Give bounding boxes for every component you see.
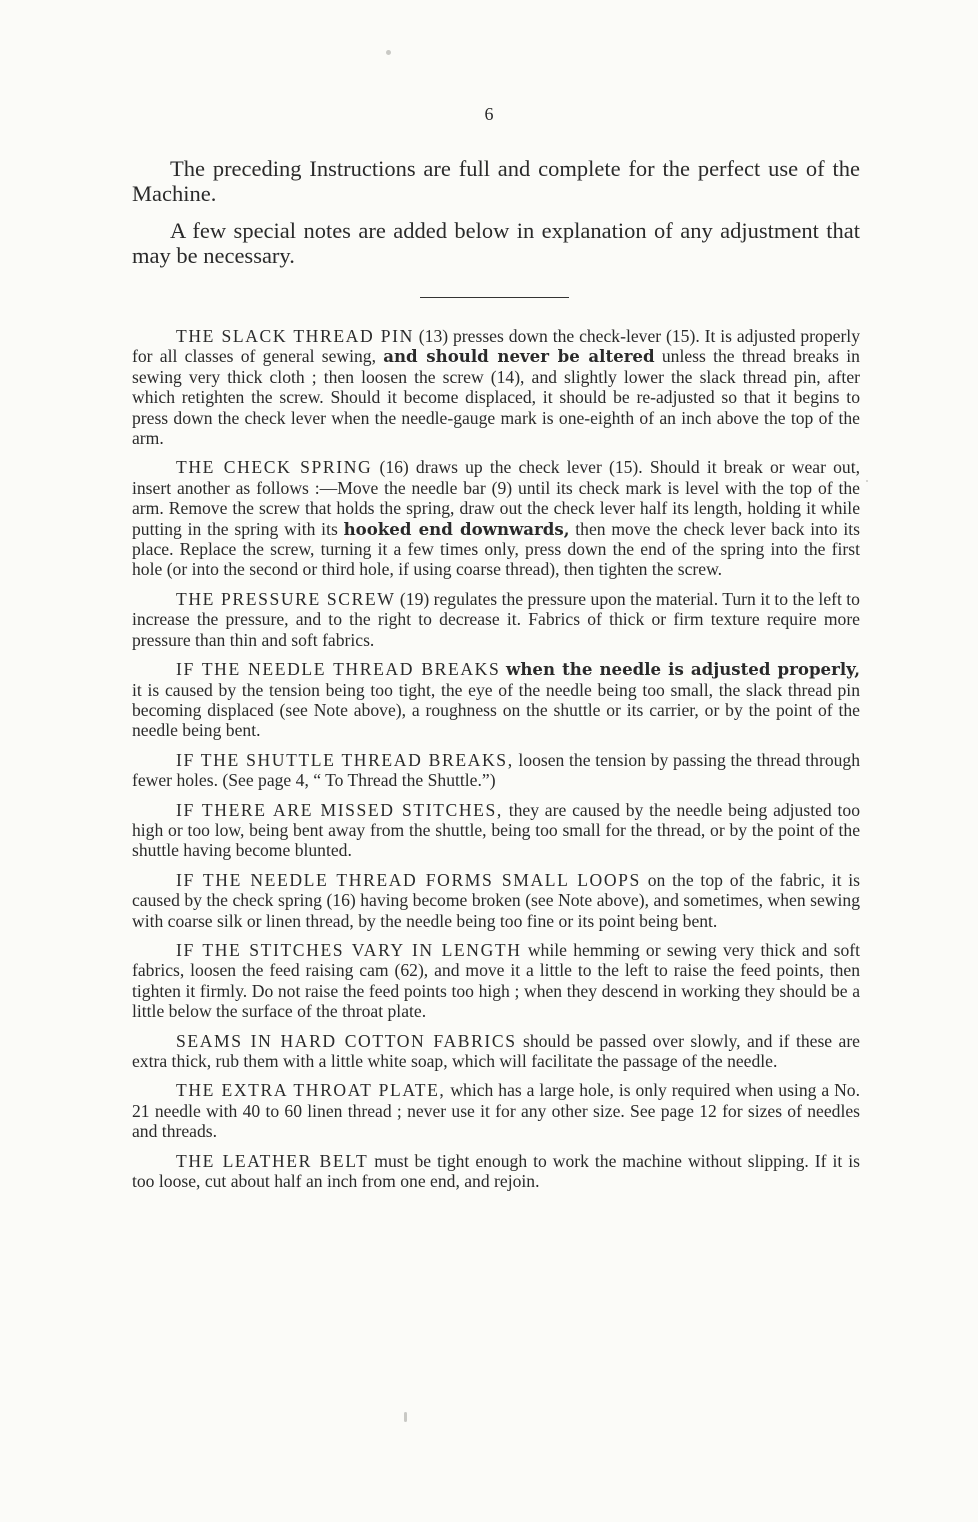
note-text: it is caused by the tension being too tight, the eye of the needle being too small, the slack thread pin becoming displaced (see Note above), a roughness on the shuttle or its carrier, or by the point of the needle being bent. — [132, 679, 860, 741]
note-shuttle-thread-breaks — [132, 750, 860, 791]
note-text: they are caused by the needle being adjusted too high or too low, being bent away from the shuttle, being too small for the thread, or by the point of the shuttle having become blunted. — [132, 799, 860, 861]
note-text: (16) draws up the check lever (15). Should it break or wear out, insert another as follows :—Move the needle bar (9) until its check mark is level with the top of the arm. Remove the screw that holds the spring, draw out the check lever half its length, holding it while putting in the spring with its — [132, 457, 860, 539]
note-heading: IF THERE ARE MISSED STITCHES, — [176, 799, 503, 820]
note-heading: IF THE NEEDLE THREAD FORMS SMALL LOOPS — [176, 869, 641, 890]
note-text: should be passed over slowly, and if these are extra thick, rub them with a little white soap, which will facilitate the passage of the needle. — [132, 1030, 860, 1071]
note-emphasis: when the needle is adjusted properly, — [506, 659, 860, 680]
note-stitches-vary — [132, 940, 860, 1022]
intro-text: The preceding Instructions are full and complete for the perfect use of the Machine. — [132, 156, 860, 206]
note-text: which has a large hole, is only required when using a No. 21 needle with 40 to 60 linen thread ; never use it for any other size. See page 12 for sizes of needles and threads. — [132, 1080, 860, 1142]
note-extra-throat-plate — [132, 1080, 860, 1141]
note-check-spring — [132, 457, 860, 579]
note-heading: IF THE SHUTTLE THREAD BREAKS, — [176, 749, 514, 770]
note-text: on the top of the fabric, it is caused by the check spring (16) having become broken (see Note above), and sometimes, when sewing with coarse silk or linen thread, by the needle being too fine or its point being bent. — [132, 869, 861, 931]
note-leather-belt — [132, 1151, 860, 1192]
note-heading: IF THE NEEDLE THREAD BREAKS — [176, 659, 501, 680]
note-heading: IF THE STITCHES VARY IN LENGTH — [176, 939, 522, 960]
note-text: loosen the tension by passing the thread through fewer holes. (See page 4, “ To Thread the Shuttle.”) — [132, 749, 861, 791]
note-missed-stitches — [132, 800, 860, 861]
note-text: (19) regulates the pressure upon the material. Turn it to the left to increase the pressure, and to the right to decrease it. Fabrics of thick or firm texture require more pressure than thin and soft fabrics. — [132, 588, 860, 650]
note-heading: SEAMS IN HARD COTTON FABRICS — [176, 1030, 517, 1051]
note-text: while hemming or sewing very thick and soft fabrics, loosen the feed raising cam (62), and move it a little to the left to raise the feed points, then tighten it firmly. Do not raise the feed points too high ; when they descend in working they should be a little below the surface of the throat plate. — [132, 939, 860, 1022]
section-divider — [420, 297, 569, 298]
note-slack-thread-pin — [132, 326, 860, 448]
intro-text: A few special notes are added below in explanation of any adjustment that may be necessary. — [132, 218, 860, 268]
note-text: unless the thread breaks in sewing very thick cloth ; then loosen the screw (14), and slightly lower the slack thread pin, after which retighten the screw. Should it become displaced, it should be re-adjusted so that it begins to press down the check lever when the needle-gauge mark is one-eighth of an inch above the top of the arm. — [132, 346, 860, 449]
note-emphasis: and should never be altered — [383, 346, 655, 367]
note-pressure-screw — [132, 589, 860, 650]
page-number: 6 — [484, 104, 494, 124]
note-seams-cotton — [132, 1031, 860, 1072]
note-heading: THE PRESSURE SCREW — [176, 588, 396, 609]
note-text: (13) presses down the check-lever (15). It is adjusted properly for all classes of general sewing, — [132, 326, 860, 367]
note-needle-thread-breaks — [132, 659, 860, 741]
note-heading: THE SLACK THREAD PIN — [176, 326, 414, 346]
intro-paragraph-1 — [132, 156, 860, 206]
note-small-loops — [132, 870, 860, 931]
note-emphasis: hooked end downwards, — [343, 518, 570, 539]
note-heading: THE CHECK SPRING — [176, 457, 373, 478]
note-heading: THE LEATHER BELT — [176, 1150, 369, 1171]
note-heading: THE EXTRA THROAT PLATE, — [176, 1080, 446, 1101]
intro-paragraph-2 — [132, 218, 860, 268]
note-text: must be tight enough to work the machine without slipping. If it is too loose, cut about half an inch from one end, and rejoin. — [132, 1150, 860, 1192]
notes-section — [132, 326, 860, 1200]
note-text: then move the check lever back into its place. Replace the screw, turning it a few times only, press down the end of the spring into the first hole (or into the second or third hole, if using coarse thread), then tighten the screw. — [132, 518, 860, 580]
